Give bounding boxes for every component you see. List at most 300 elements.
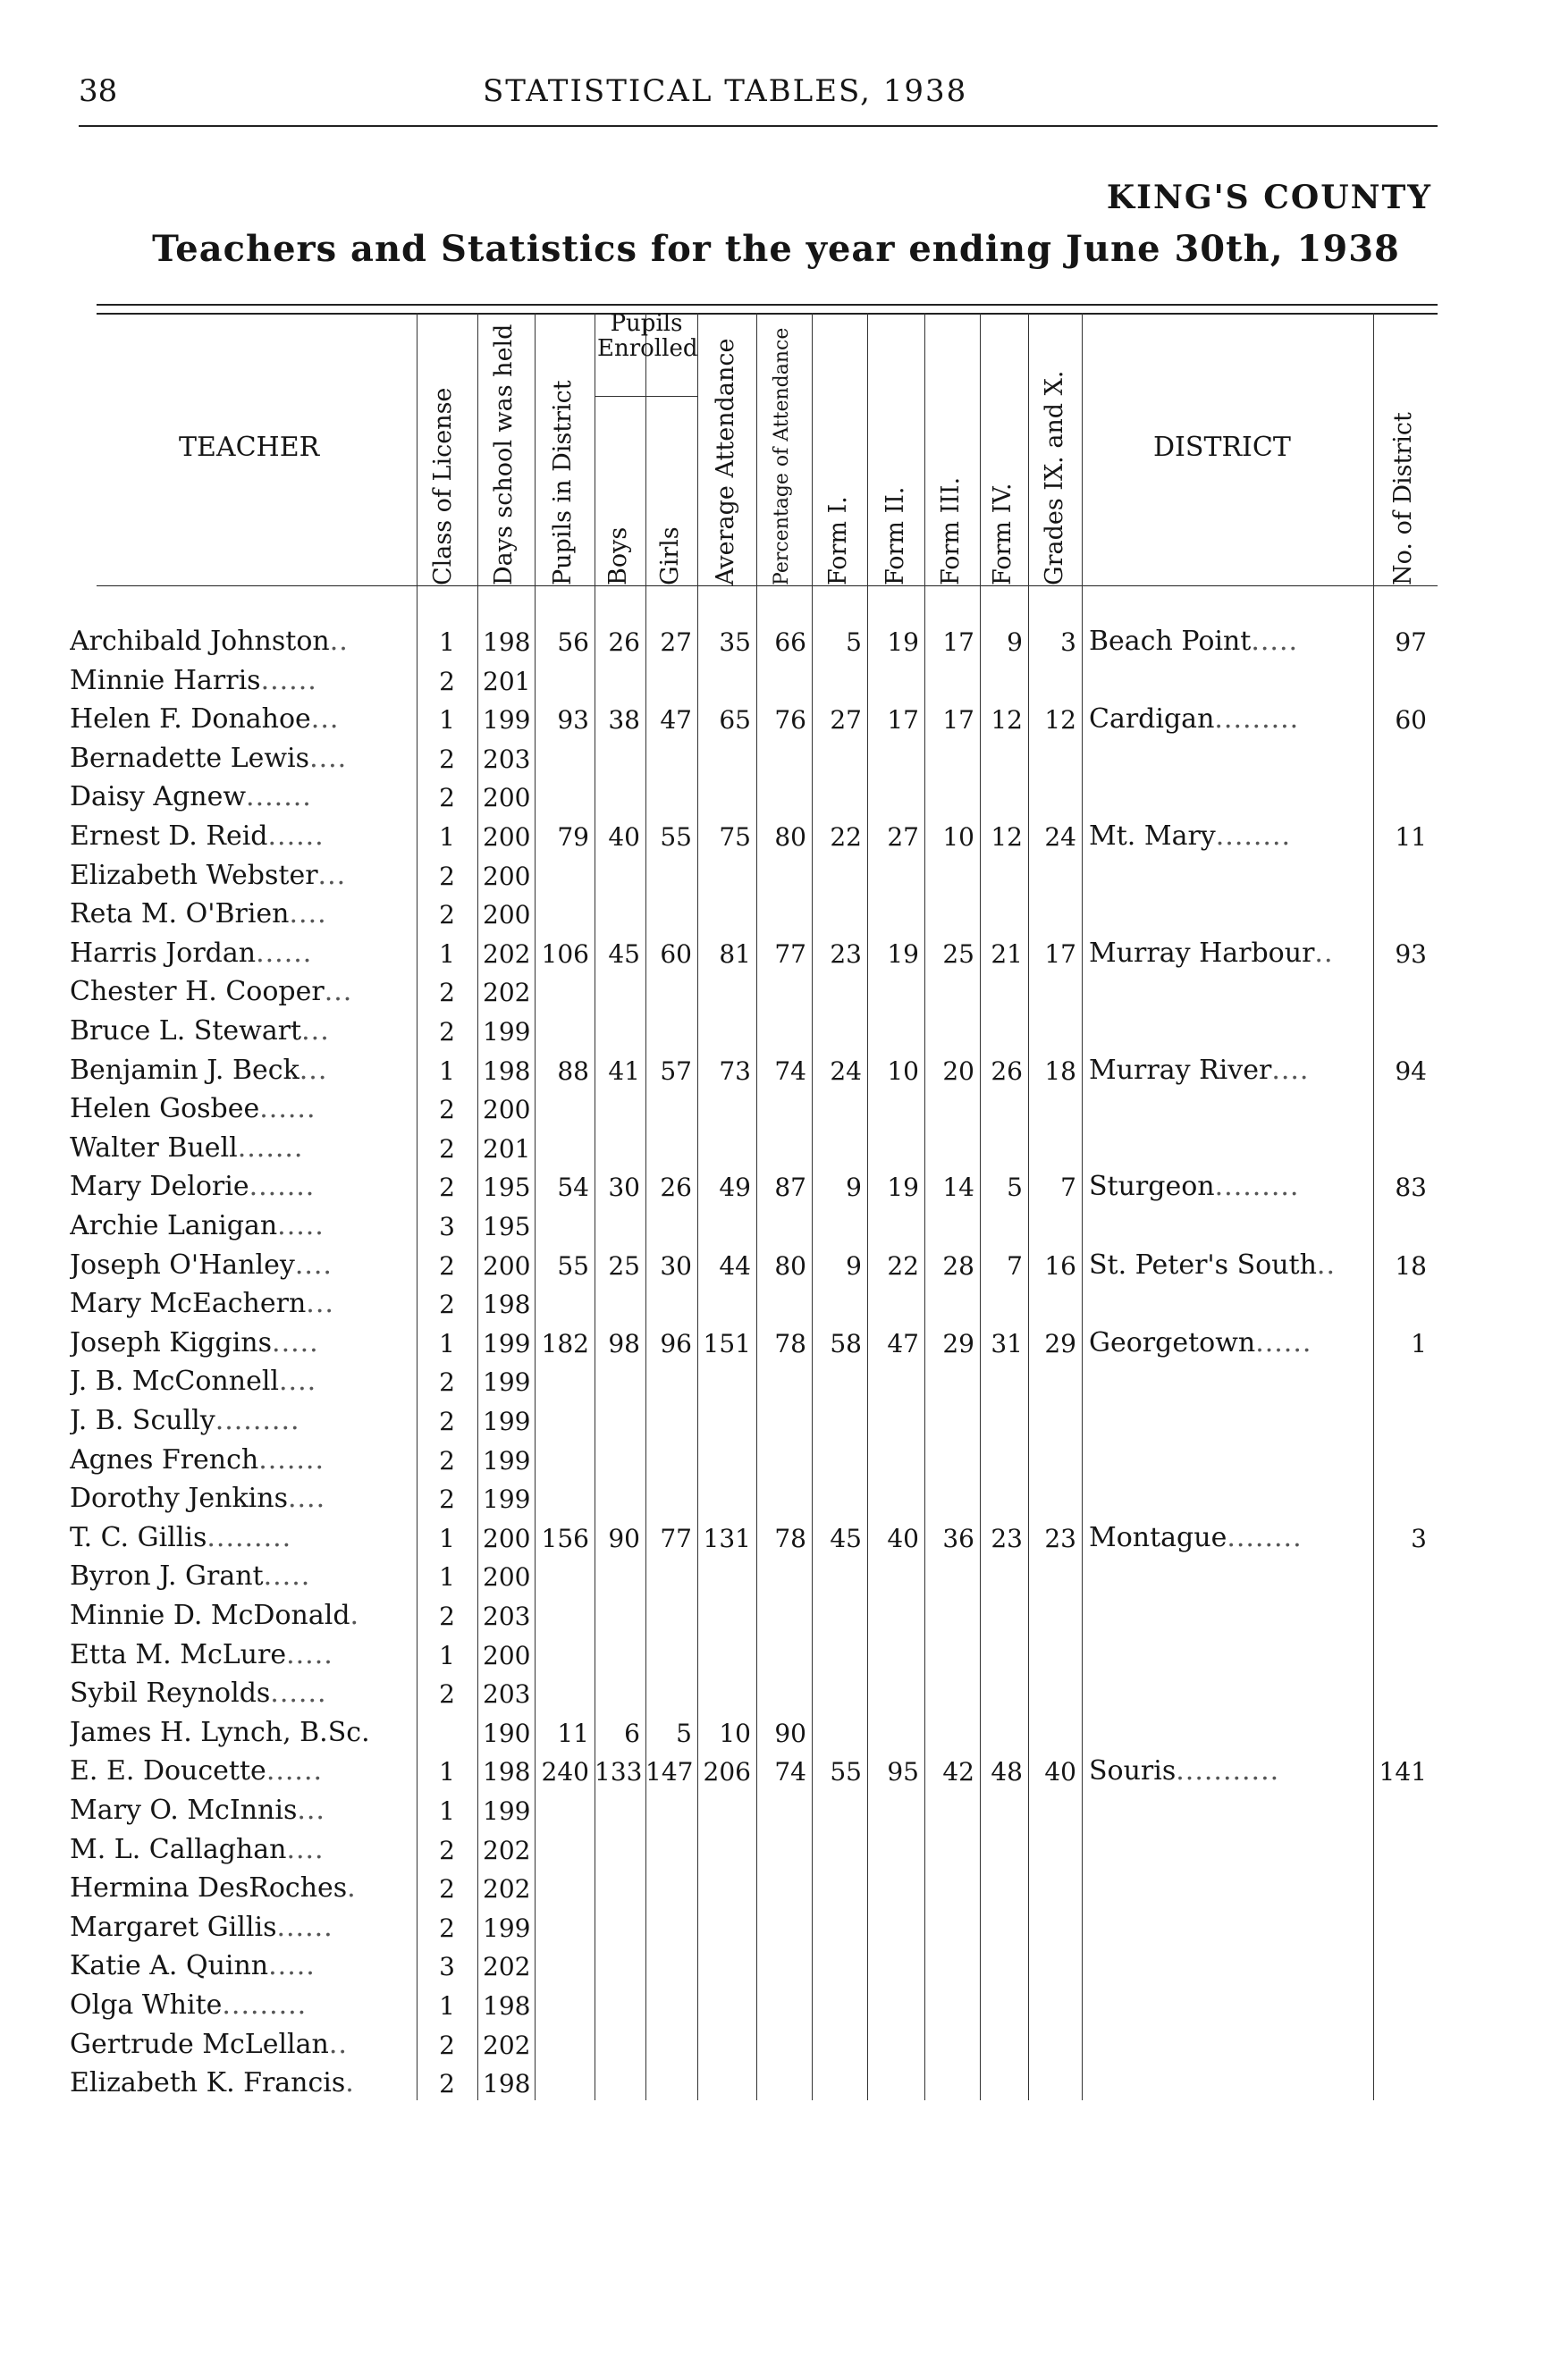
district-name: Georgetown <box>1089 1326 1256 1358</box>
column-divider <box>1082 313 1083 2100</box>
form-2-cell: 19 <box>887 627 919 657</box>
table-row-teacher <box>70 860 409 891</box>
grades-9-10-cell: 18 <box>1044 1055 1076 1086</box>
leader-dots: ......... <box>215 1405 300 1436</box>
pupils-in-district-cell: 182 <box>541 1328 589 1358</box>
table-row-teacher <box>70 1093 409 1124</box>
table-row-teacher <box>70 938 409 969</box>
days-held-cell: 199 <box>483 705 531 736</box>
girls-cell: 5 <box>676 1718 692 1748</box>
header-district-no: No. of District <box>1389 412 1417 585</box>
leader-dots: ....... <box>258 1443 325 1476</box>
class-of-license-cell: 2 <box>439 666 455 696</box>
table-top-rule-inner <box>97 313 1438 315</box>
teacher-name: Agnes French <box>70 1443 259 1476</box>
percentage-attendance-cell: 80 <box>774 1250 806 1281</box>
girls-cell: 47 <box>660 705 692 736</box>
form-1-cell: 9 <box>846 1250 862 1281</box>
days-held-cell: 202 <box>483 1874 531 1905</box>
class-of-license-cell: 2 <box>439 2030 455 2060</box>
leader-dots: ......... <box>1214 703 1300 736</box>
class-of-license-cell: 2 <box>439 1367 455 1398</box>
district-number-cell: 83 <box>1395 1173 1427 1203</box>
leader-dots: .... <box>309 742 348 774</box>
days-held-cell: 198 <box>483 1055 531 1086</box>
table-row-teacher <box>70 1872 409 1904</box>
average-attendance-cell: 206 <box>703 1757 751 1787</box>
header-form-1: Form I. <box>824 496 852 585</box>
days-held-cell: 200 <box>483 1562 531 1593</box>
header-average-attendance: Average Attendance <box>712 338 739 585</box>
days-held-cell: 199 <box>483 1913 531 1943</box>
boys-cell: 40 <box>608 822 640 852</box>
form-4-cell: 12 <box>991 705 1023 736</box>
days-held-cell: 195 <box>483 1173 531 1203</box>
leader-dots: ... <box>310 703 340 736</box>
teacher-name: Olga White <box>70 1989 223 2021</box>
days-held-cell: 200 <box>483 822 531 852</box>
average-attendance-cell: 151 <box>703 1328 751 1358</box>
district-name: Beach Point <box>1089 626 1252 657</box>
teacher-name: Hermina DesRoches <box>70 1872 348 1905</box>
days-held-cell: 200 <box>483 900 531 930</box>
header-boys: Boys <box>604 526 632 585</box>
teacher-name: Ernest D. Reid <box>70 820 268 852</box>
header-rule <box>79 125 1438 127</box>
table-row-teacher <box>70 1795 409 1826</box>
table-row-teacher <box>70 1834 409 1865</box>
teacher-name: E. E. Doucette <box>70 1755 266 1787</box>
form-2-cell: 47 <box>887 1328 919 1358</box>
district-name-cell <box>1089 938 1373 969</box>
form-2-cell: 40 <box>887 1523 919 1553</box>
class-of-license-cell: 1 <box>439 1640 455 1670</box>
average-attendance-cell: 73 <box>719 1055 751 1086</box>
girls-cell: 26 <box>660 1173 692 1203</box>
leader-dots: ...... <box>260 664 317 696</box>
district-name-cell <box>1089 703 1373 735</box>
teacher-name: Minnie Harris <box>70 664 261 696</box>
leader-dots: ..... <box>272 1326 319 1358</box>
form-2-cell: 10 <box>887 1055 919 1086</box>
form-1-cell: 27 <box>830 705 862 736</box>
class-of-license-cell: 2 <box>439 861 455 891</box>
header-pupils-in-district: Pupils in District <box>549 380 577 585</box>
form-4-cell: 48 <box>991 1757 1023 1787</box>
class-of-license-cell: 2 <box>439 2069 455 2099</box>
table-row-teacher <box>70 1483 409 1514</box>
district-name: Souris <box>1089 1755 1177 1787</box>
form-1-cell: 45 <box>830 1523 862 1553</box>
days-held-cell: 200 <box>483 1095 531 1125</box>
days-held-cell: 199 <box>483 1484 531 1515</box>
leader-dots: ...... <box>259 1093 316 1125</box>
leader-dots: ... <box>306 1288 334 1320</box>
district-number-cell: 1 <box>1411 1328 1427 1358</box>
table-row-teacher <box>70 1171 409 1202</box>
days-held-cell: 200 <box>483 1640 531 1670</box>
class-of-license-cell: 2 <box>439 744 455 774</box>
form-4-cell: 9 <box>1007 627 1023 657</box>
teacher-name: J. B. Scully <box>70 1405 215 1436</box>
page-number: 38 <box>79 73 118 109</box>
percentage-attendance-cell: 66 <box>774 627 806 657</box>
days-held-cell: 200 <box>483 783 531 813</box>
girls-cell: 30 <box>660 1250 692 1281</box>
header-bottom-rule <box>97 585 1438 586</box>
teacher-name: Walter Buell <box>70 1131 238 1164</box>
average-attendance-cell: 44 <box>719 1250 751 1281</box>
boys-cell: 90 <box>608 1523 640 1553</box>
average-attendance-cell: 81 <box>719 938 751 969</box>
table-row-teacher <box>70 1639 409 1670</box>
days-held-cell: 201 <box>483 666 531 696</box>
district-name: Mt. Mary <box>1089 820 1216 852</box>
column-divider <box>756 313 757 2100</box>
district-name-cell <box>1089 1249 1373 1281</box>
table-row-teacher <box>70 1327 409 1358</box>
leader-dots: ...... <box>256 937 313 969</box>
percentage-attendance-cell: 74 <box>774 1757 806 1787</box>
days-held-cell: 202 <box>483 938 531 969</box>
table-row-teacher <box>70 1366 409 1397</box>
teacher-name: Elizabeth K. Francis <box>70 2067 346 2099</box>
district-number-cell: 18 <box>1395 1250 1427 1281</box>
days-held-cell: 202 <box>483 2030 531 2060</box>
leader-dots: ...... <box>276 1911 333 1943</box>
percentage-attendance-cell: 87 <box>774 1173 806 1203</box>
column-divider <box>924 313 925 2100</box>
header-pupils-enrolled: Pupils Enrolled <box>597 310 698 362</box>
district-name: Murray Harbour <box>1089 937 1315 969</box>
leader-dots: ...... <box>270 1678 327 1710</box>
form-4-cell: 21 <box>991 938 1023 969</box>
leader-dots: .... <box>279 1366 317 1398</box>
teacher-name: Daisy Agnew <box>70 781 247 813</box>
grades-9-10-cell: 12 <box>1044 705 1076 736</box>
days-held-cell: 203 <box>483 1602 531 1631</box>
table-row-teacher <box>70 1015 409 1047</box>
column-divider <box>477 313 478 2100</box>
table-row-teacher <box>70 1560 409 1592</box>
form-4-cell: 23 <box>991 1523 1023 1553</box>
leader-dots: .. <box>1314 937 1334 969</box>
form-3-cell: 28 <box>942 1250 974 1281</box>
class-of-license-cell: 2 <box>439 1484 455 1515</box>
header-percentage-attendance: Percentage of Attendance <box>771 327 793 585</box>
form-3-cell: 42 <box>942 1757 974 1787</box>
form-4-cell: 31 <box>991 1328 1023 1358</box>
days-held-cell: 198 <box>483 627 531 657</box>
district-name: St. Peter's South <box>1089 1249 1317 1281</box>
days-held-cell: 203 <box>483 1679 531 1710</box>
form-3-cell: 25 <box>942 938 974 969</box>
district-name-cell <box>1089 1171 1373 1202</box>
teacher-name: T. C. Gillis <box>70 1521 207 1553</box>
leader-dots: . <box>345 2067 355 2099</box>
leader-dots: .... <box>289 898 327 930</box>
leader-dots: .... <box>1271 1054 1310 1086</box>
percentage-attendance-cell: 78 <box>774 1328 806 1358</box>
girls-cell: 55 <box>660 822 692 852</box>
leader-dots: ....... <box>246 781 312 813</box>
leader-dots: ......... <box>222 1989 308 2021</box>
table-row-teacher <box>70 2067 409 2098</box>
teacher-name: Mary Delorie <box>70 1171 249 1203</box>
form-2-cell: 19 <box>887 938 919 969</box>
class-of-license-cell: 2 <box>439 1445 455 1476</box>
grades-9-10-cell: 16 <box>1044 1250 1076 1281</box>
table-row-teacher <box>70 1132 409 1164</box>
days-held-cell: 200 <box>483 1523 531 1553</box>
header-grades-9-10: Grades IX. and X. <box>1041 370 1068 585</box>
district-name-cell <box>1089 1327 1373 1358</box>
table-row-teacher <box>70 1600 409 1631</box>
teacher-name: M. L. Callaghan <box>70 1833 287 1865</box>
form-3-cell: 20 <box>942 1055 974 1086</box>
days-held-cell: 190 <box>483 1718 531 1748</box>
column-divider <box>417 313 418 2100</box>
teacher-name: Archibald Johnston <box>70 626 330 657</box>
boys-cell: 45 <box>608 938 640 969</box>
pupils-in-district-cell: 55 <box>557 1250 589 1281</box>
percentage-attendance-cell: 90 <box>774 1718 806 1748</box>
average-attendance-cell: 131 <box>703 1523 751 1553</box>
leader-dots: ... <box>297 1795 325 1826</box>
pupils-in-district-cell: 240 <box>541 1757 589 1787</box>
table-row-teacher <box>70 626 409 657</box>
days-held-cell: 198 <box>483 1757 531 1787</box>
header-class-of-license: Class of License <box>429 387 457 585</box>
header-days-school-held: Days school was held <box>490 324 518 585</box>
leader-dots: ...... <box>266 1755 324 1787</box>
boys-cell: 25 <box>608 1250 640 1281</box>
teacher-name: Margaret Gillis <box>70 1911 277 1943</box>
class-of-license-cell: 2 <box>439 1679 455 1710</box>
teacher-name: Mary McEachern <box>70 1288 307 1320</box>
teacher-name: Helen Gosbee <box>70 1093 260 1125</box>
days-held-cell: 198 <box>483 1290 531 1320</box>
district-name-cell <box>1089 1522 1373 1553</box>
table-row-teacher <box>70 1288 409 1319</box>
class-of-license-cell: 1 <box>439 1796 455 1826</box>
days-held-cell: 199 <box>483 1407 531 1436</box>
pupils-in-district-cell: 54 <box>557 1173 589 1203</box>
table-row-teacher <box>70 1755 409 1787</box>
table-row-teacher <box>70 665 409 696</box>
leader-dots: .. <box>1316 1249 1336 1281</box>
percentage-attendance-cell: 77 <box>774 938 806 969</box>
teacher-name: Harris Jordan <box>70 937 257 969</box>
district-number-cell: 97 <box>1395 627 1427 657</box>
district-name: Cardigan <box>1089 703 1215 736</box>
header-district: DISTRICT <box>1153 432 1291 463</box>
pupils-in-district-cell: 79 <box>557 822 589 852</box>
class-of-license-cell: 2 <box>439 1133 455 1164</box>
table-row-teacher <box>70 703 409 735</box>
average-attendance-cell: 49 <box>719 1173 751 1203</box>
days-held-cell: 202 <box>483 1952 531 1982</box>
teacher-name: Bernadette Lewis <box>70 742 310 774</box>
form-1-cell: 5 <box>846 627 862 657</box>
class-of-license-cell: 3 <box>439 1952 455 1982</box>
column-divider <box>697 313 698 2100</box>
class-of-license-cell: 3 <box>439 1212 455 1241</box>
leader-dots: .... <box>294 1249 333 1281</box>
class-of-license-cell: 2 <box>439 900 455 930</box>
percentage-attendance-cell: 76 <box>774 705 806 736</box>
district-name-cell <box>1089 1055 1373 1086</box>
average-attendance-cell: 75 <box>719 822 751 852</box>
teacher-name: Katie A. Quinn <box>70 1950 269 1982</box>
column-divider <box>812 313 813 2100</box>
header-form-2: Form II. <box>881 486 909 585</box>
class-of-license-cell: 2 <box>439 1250 455 1281</box>
form-3-cell: 14 <box>942 1173 974 1203</box>
boys-cell: 133 <box>595 1757 643 1787</box>
class-of-license-cell: 2 <box>439 1173 455 1203</box>
form-2-cell: 95 <box>887 1757 919 1787</box>
running-head: STATISTICAL TABLES, 1938 <box>483 73 968 109</box>
district-name: Montague <box>1089 1521 1227 1553</box>
boys-cell: 26 <box>608 627 640 657</box>
table-row-teacher <box>70 1950 409 1981</box>
table-top-rule <box>97 304 1438 306</box>
form-2-cell: 19 <box>887 1173 919 1203</box>
class-of-license-cell: 2 <box>439 1835 455 1865</box>
girls-cell: 27 <box>660 627 692 657</box>
table-row-teacher <box>70 1989 409 2021</box>
teacher-name: Archie Lanigan <box>70 1210 278 1241</box>
district-number-cell: 3 <box>1411 1523 1427 1553</box>
class-of-license-cell: 2 <box>439 1913 455 1943</box>
days-held-cell: 202 <box>483 1835 531 1865</box>
days-held-cell: 199 <box>483 1367 531 1398</box>
boys-cell: 98 <box>608 1328 640 1358</box>
class-of-license-cell: 2 <box>439 1874 455 1905</box>
boys-cell: 38 <box>608 705 640 736</box>
class-of-license-cell: 1 <box>439 705 455 736</box>
teacher-name: Elizabeth Webster <box>70 859 318 891</box>
leader-dots: .. <box>329 626 349 657</box>
form-3-cell: 10 <box>942 822 974 852</box>
class-of-license-cell: 1 <box>439 1991 455 2021</box>
pupils-in-district-cell: 11 <box>557 1718 589 1748</box>
leader-dots: ...... <box>1255 1326 1312 1358</box>
percentage-attendance-cell: 80 <box>774 822 806 852</box>
form-4-cell: 7 <box>1007 1250 1023 1281</box>
pupils-in-district-cell: 56 <box>557 627 589 657</box>
days-held-cell: 201 <box>483 1133 531 1164</box>
grades-9-10-cell: 3 <box>1060 627 1076 657</box>
table-row-teacher <box>70 2029 409 2060</box>
girls-cell: 60 <box>660 938 692 969</box>
girls-cell: 77 <box>660 1523 692 1553</box>
class-of-license-cell: 2 <box>439 783 455 813</box>
form-2-cell: 22 <box>887 1250 919 1281</box>
leader-dots: ....... <box>249 1171 316 1203</box>
district-name-cell <box>1089 820 1373 852</box>
days-held-cell: 198 <box>483 1991 531 2021</box>
form-2-cell: 17 <box>887 705 919 736</box>
leader-dots: ..... <box>286 1638 333 1670</box>
leader-dots: ........ <box>1227 1521 1303 1553</box>
teacher-name: James H. Lynch, B.Sc. <box>70 1716 370 1748</box>
leader-dots: ......... <box>1214 1171 1300 1203</box>
grades-9-10-cell: 17 <box>1044 938 1076 969</box>
percentage-attendance-cell: 78 <box>774 1523 806 1553</box>
form-4-cell: 12 <box>991 822 1023 852</box>
girls-cell: 96 <box>660 1328 692 1358</box>
table-title: Teachers and Statistics for the year ending June 30th, 1938 <box>152 228 1400 270</box>
class-of-license-cell: 1 <box>439 1328 455 1358</box>
leader-dots: ..... <box>1251 626 1299 657</box>
table-row-teacher <box>70 1717 409 1748</box>
class-of-license-cell: 1 <box>439 1757 455 1787</box>
class-of-license-cell: 2 <box>439 1290 455 1320</box>
days-held-cell: 199 <box>483 1017 531 1047</box>
leader-dots: . <box>347 1872 357 1905</box>
form-1-cell: 22 <box>830 822 862 852</box>
column-divider <box>1028 313 1029 2100</box>
teacher-name: Joseph Kiggins <box>70 1326 273 1358</box>
grades-9-10-cell: 40 <box>1044 1757 1076 1787</box>
leader-dots: ...... <box>267 820 325 852</box>
header-form-4: Form IV. <box>989 483 1016 585</box>
leader-dots: ... <box>324 976 353 1008</box>
teacher-name: Byron J. Grant <box>70 1560 264 1593</box>
class-of-license-cell: 2 <box>439 1602 455 1631</box>
header-teacher: TEACHER <box>179 432 320 463</box>
form-4-cell: 5 <box>1007 1173 1023 1203</box>
pupils-in-district-cell: 88 <box>557 1055 589 1086</box>
boys-cell: 41 <box>608 1055 640 1086</box>
class-of-license-cell: 1 <box>439 1562 455 1593</box>
leader-dots: ... <box>299 1054 328 1086</box>
grades-9-10-cell: 29 <box>1044 1328 1076 1358</box>
leader-dots: ........... <box>1176 1755 1280 1787</box>
table-row-teacher <box>70 1678 409 1709</box>
table-row-teacher <box>70 1405 409 1436</box>
column-divider <box>867 313 868 2100</box>
teacher-name: Sybil Reynolds <box>70 1678 271 1710</box>
teacher-name: J. B. McConnell <box>70 1366 280 1398</box>
class-of-license-cell: 1 <box>439 1523 455 1553</box>
average-attendance-cell: 65 <box>719 705 751 736</box>
form-3-cell: 17 <box>942 705 974 736</box>
teacher-name: Dorothy Jenkins <box>70 1483 288 1515</box>
teacher-name: Chester H. Cooper <box>70 976 325 1008</box>
table-row-teacher <box>70 1210 409 1241</box>
form-1-cell: 55 <box>830 1757 862 1787</box>
teacher-name: Reta M. O'Brien <box>70 898 290 930</box>
table-row-teacher <box>70 820 409 852</box>
days-held-cell: 200 <box>483 1250 531 1281</box>
district-number-cell: 60 <box>1395 705 1427 736</box>
column-divider <box>980 313 981 2100</box>
grades-9-10-cell: 24 <box>1044 822 1076 852</box>
leader-dots: ....... <box>237 1131 304 1164</box>
average-attendance-cell: 10 <box>719 1718 751 1748</box>
grades-9-10-cell: 23 <box>1044 1523 1076 1553</box>
grades-9-10-cell: 7 <box>1060 1173 1076 1203</box>
form-3-cell: 17 <box>942 627 974 657</box>
teacher-name: Etta M. McLure <box>70 1638 287 1670</box>
leader-dots: ..... <box>263 1560 311 1593</box>
class-of-license-cell: 1 <box>439 822 455 852</box>
header-form-3: Form III. <box>937 476 965 585</box>
leader-dots: ... <box>317 859 347 891</box>
